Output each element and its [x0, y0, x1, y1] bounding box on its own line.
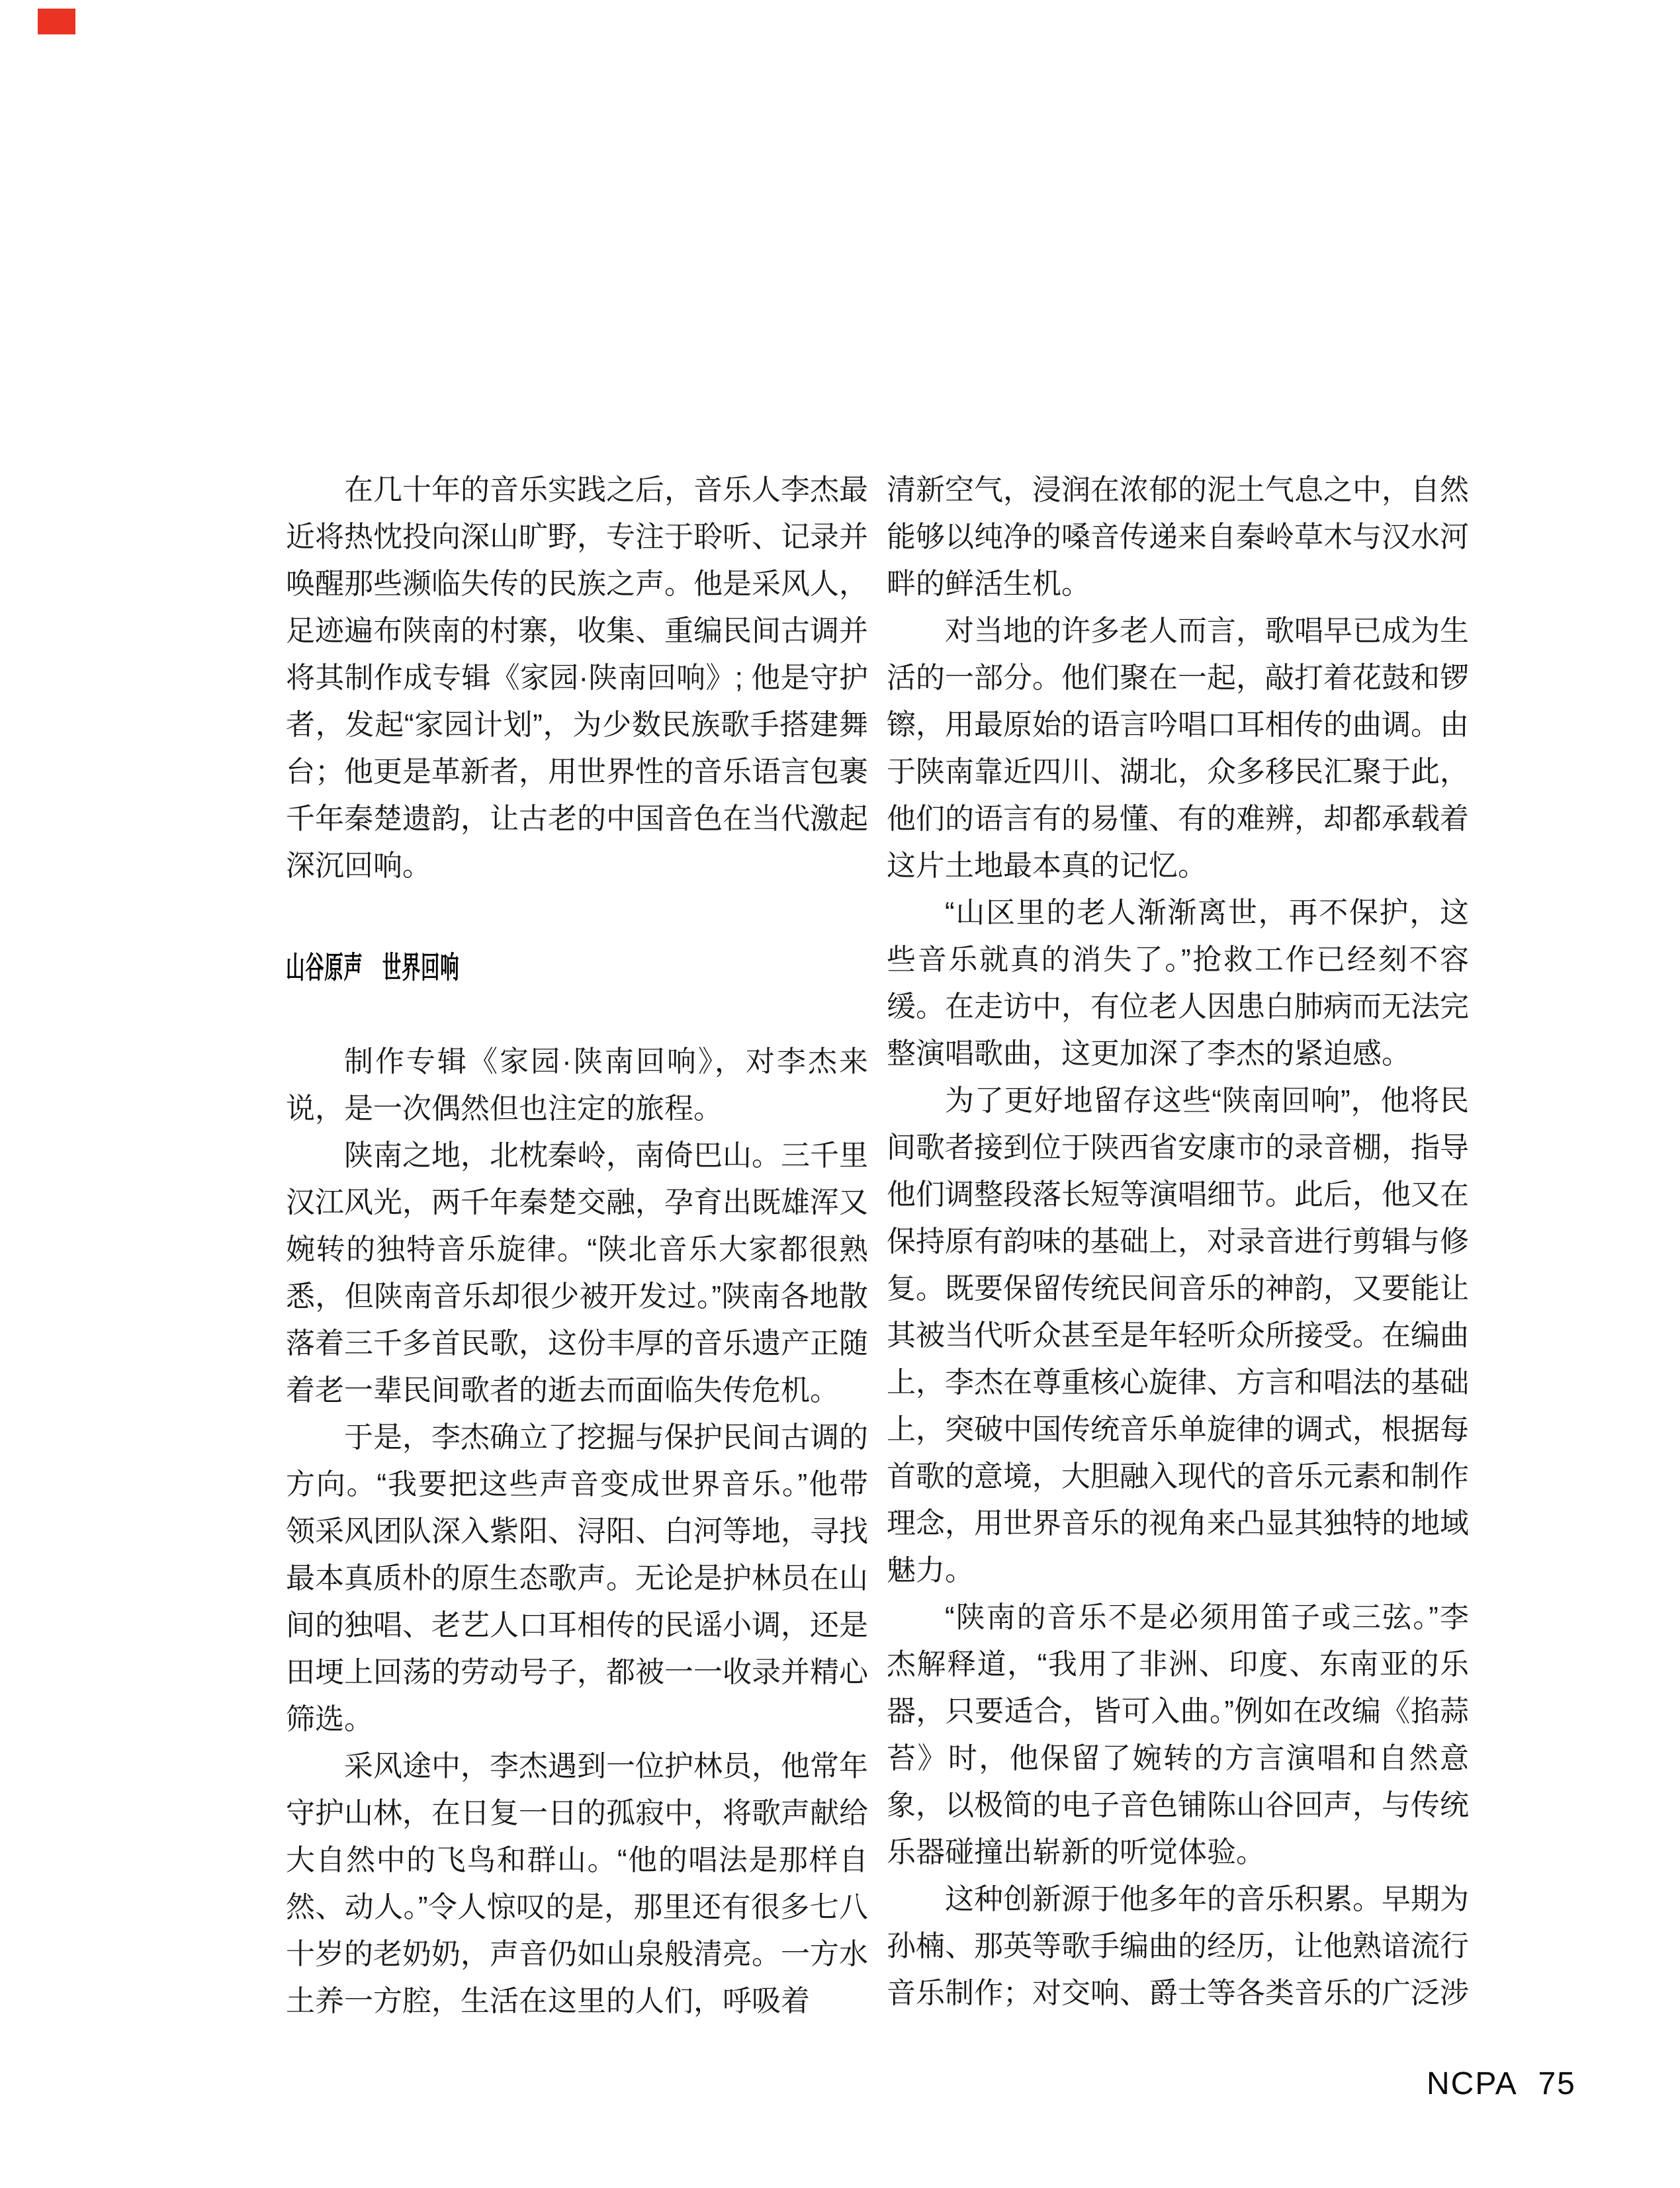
paragraph: 采风途中，李杰遇到一位护林员，他常年守护山林，在日复一日的孤寂中，将歌声献给大自然中的飞鸟和群山。“他的唱法是那样自然、动人。”令人惊叹的是，那里还有很多七八十岁的老奶奶，声音仍如山泉般清亮。一方水土养一方腔，生活在这里的人们，呼吸着	[286, 1750, 868, 2017]
paragraph: 为了更好地留存这些“陕南回响”，他将民间歌者接到位于陕西省安康市的录音棚，指导他们调整段落长短等演唱细节。此后，他又在保持原有韵味的基础上，对录音进行剪辑与修复。既要保留传统民间音乐的神韵，又要能让其被当代听众甚至是年轻听众所接受。在编曲上，李杰在尊重核心旋律、方言和唱法的基础上，突破中国传统音乐单旋律的调式，根据每首歌的意境，大胆融入现代的音乐元素和制作理念，用世界音乐的视角来凸显其独特的地域魅力。	[887, 1084, 1469, 1587]
red-corner-mark	[38, 9, 75, 34]
paragraph: 制作专辑《家园·陕南回响》，对李杰来说，是一次偶然但也注定的旅程。	[286, 1045, 868, 1125]
paragraph: 于是，李杰确立了挖掘与保护民间古调的方向。“我要把这些声音变成世界音乐。”他带领采风团队深入紫阳、浔阳、白河等地，寻找最本真质朴的原生态歌声。无论是护林员在山间的独唱、老艺人口耳相传的民谣小调，还是田埂上回荡的劳动号子，都被一一收录并精心筛选。	[286, 1421, 868, 1735]
left-column	[286, 466, 868, 2025]
paragraph: 在几十年的音乐实践之后，音乐人李杰最近将热忱投向深山旷野，专注于聆听、记录并唤醒那些濒临失传的民族之声。他是采风人，足迹遍布陕南的村寨，收集、重编民间古调并将其制作成专辑《家园·陕南回响》; 他是守护者，发起“家园计划”，为少数民族歌手搭建舞台；他更是革新者，用世界性的音乐语言包裹千年秦楚遗韵，让古老的中国音色在当代激起深沉回响。	[286, 474, 868, 882]
paragraph: 对当地的许多老人而言，歌唱早已成为生活的一部分。他们聚在一起，敲打着花鼓和锣镲，用最原始的语言吟唱口耳相传的曲调。由于陕南靠近四川、湖北，众多移民汇聚于此，他们的语言有的易懂、有的难辨，却都承载着这片土地最本真的记忆。	[887, 615, 1469, 882]
paragraph-continuation: 清新空气，浸润在浓郁的泥土气息之中，自然能够以纯净的嗓音传递来自秦岭草木与汉水河畔的鲜活生机。	[887, 474, 1469, 600]
paragraph: 陕南之地，北枕秦岭，南倚巴山。三千里汉江风光，两千年秦楚交融，孕育出既雄浑又婉转的独特音乐旋律。“陕北音乐大家都很熟悉，但陕南音乐却很少被开发过。”陕南各地散落着三千多首民歌，这份丰厚的音乐遗产正随着老一辈民间歌者的逝去而面临失传危机。	[286, 1139, 868, 1407]
paragraph: “陕南的音乐不是必须用笛子或三弦。”李杰解释道，“我用了非洲、印度、东南亚的乐器，只要适合，皆可入曲。”例如在改编《掐蒜苔》时，他保留了婉转的方言演唱和自然意象，以极简的电子音色铺陈山谷回声，与传统乐器碰撞出崭新的听觉体验。	[887, 1601, 1469, 1868]
paragraph: “山区里的老人渐渐离世，再不保护，这些音乐就真的消失了。”抢救工作已经刻不容缓。在走访中，有位老人因患白肺病而无法完整演唱歌曲，这更加深了李杰的紧迫感。	[887, 897, 1469, 1070]
right-column	[887, 466, 1469, 2017]
footer-page-label: NCPA 75	[1427, 2066, 1576, 2101]
section-heading-text: 山谷原声 世界回响	[286, 950, 460, 985]
paragraph: 这种创新源于他多年的音乐积累。早期为孙楠、那英等歌手编曲的经历，让他熟谙流行音乐制作；对交响、爵士等各类音乐的广泛涉	[887, 1883, 1469, 2009]
section-heading	[286, 947, 868, 988]
